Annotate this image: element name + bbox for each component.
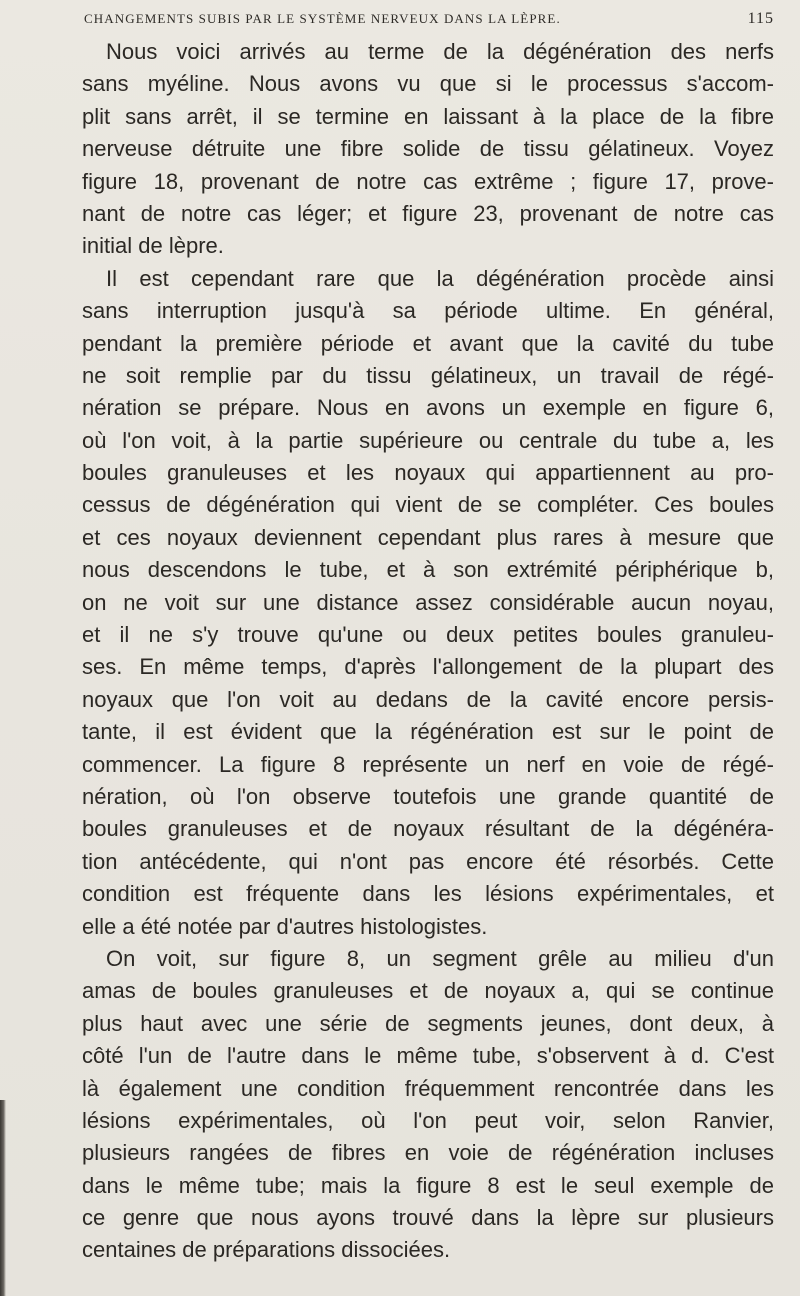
- text-line: lésions expérimentales, où l'on peut voir, selon Ranvier,: [82, 1107, 774, 1133]
- text-line: nous descendons le tube, et à son extrémité périphérique b,: [82, 557, 774, 583]
- text-line: sans myéline. Nous avons vu que si le processus s'accom-: [82, 71, 774, 97]
- text-line: boules granuleuses et de noyaux résultant de la dégénéra-: [82, 816, 774, 842]
- text-line: Il est cependant rare que la dégénération procède ainsi: [106, 265, 774, 291]
- text-line: ce genre que nous ayons trouvé dans la lèpre sur plusieurs: [82, 1205, 774, 1231]
- text-line: centaines de préparations dissociées.: [82, 1237, 451, 1263]
- text-line: cessus de dégénération qui vient de se compléter. Ces boules: [82, 492, 774, 518]
- text-line: et ces noyaux deviennent cependant plus rares à mesure que: [82, 524, 774, 550]
- text-line: tante, il est évident que la régénération est sur le point de: [82, 719, 774, 745]
- text-line: ne soit remplie par du tissu gélatineux, un travail de régé-: [82, 362, 774, 388]
- text-line: commencer. La figure 8 représente un nerf en voie de régé-: [82, 751, 774, 777]
- text-line: tion antécédente, qui n'ont pas encore été résorbés. Cette: [82, 848, 774, 874]
- running-head: [84, 10, 774, 34]
- text-line: amas de boules granuleuses et de noyaux a, qui se continue: [82, 978, 774, 1004]
- body-text: [82, 36, 774, 1267]
- text-line: figure 18, provenant de notre cas extrême ; figure 17, prove-: [82, 168, 774, 194]
- text-line: noyaux que l'on voit au dedans de la cavité encore persis-: [82, 686, 774, 712]
- text-line: plusieurs rangées de fibres en voie de régénération incluses: [82, 1140, 774, 1166]
- text-line: on ne voit sur une distance assez considérable aucun noyau,: [82, 589, 774, 615]
- text-line: boules granuleuses et les noyaux qui appartiennent au pro-: [82, 460, 774, 486]
- text-line: dans le même tube; mais la figure 8 est le seul exemple de: [82, 1172, 774, 1198]
- text-line: et il ne s'y trouve qu'une ou deux petites boules granuleu-: [82, 622, 774, 648]
- paragraph: [82, 36, 774, 263]
- text-line: où l'on voit, à la partie supérieure ou centrale du tube a, les: [82, 427, 774, 453]
- text-line: On voit, sur figure 8, un segment grêle au milieu d'un: [106, 945, 774, 971]
- text-line: côté l'un de l'autre dans le même tube, s'observent à d. C'est: [82, 1043, 774, 1069]
- text-line: nération, où l'on observe toutefois une grande quantité de: [82, 783, 774, 809]
- text-line: Nous voici arrivés au terme de la dégénération des nerfs: [106, 39, 774, 64]
- page-edge-shadow: [0, 1100, 6, 1296]
- running-title: CHANGEMENTS SUBIS PAR LE SYSTÈME NERVEUX DANS LA LÈPRE.: [84, 11, 561, 26]
- text-line: condition est fréquente dans les lésions expérimentales, et: [82, 881, 774, 907]
- text-line: plit sans arrêt, il se termine en laissant à la place de la fibre: [82, 103, 774, 129]
- paragraph: [82, 943, 774, 1267]
- text-line: initial de lèpre.: [82, 233, 224, 259]
- text-line: nerveuse détruite une fibre solide de tissu gélatineux. Voyez: [82, 136, 774, 162]
- paragraph: [82, 263, 774, 943]
- text-line: pendant la première période et avant que la cavité du tube: [82, 330, 774, 356]
- text-line: sans interruption jusqu'à sa période ultime. En général,: [82, 298, 774, 324]
- text-line: là également une condition fréquemment rencontrée dans les: [82, 1075, 774, 1101]
- text-line: nération se prépare. Nous en avons un exemple en figure 6,: [82, 395, 774, 421]
- page-number: 115: [747, 10, 774, 27]
- text-line: elle a été notée par d'autres histologistes.: [82, 913, 488, 939]
- text-line: ses. En même temps, d'après l'allongement de la plupart des: [82, 654, 774, 680]
- text-line: nant de notre cas léger; et figure 23, provenant de notre cas: [82, 200, 774, 226]
- text-line: plus haut avec une série de segments jeunes, dont deux, à: [82, 1010, 774, 1036]
